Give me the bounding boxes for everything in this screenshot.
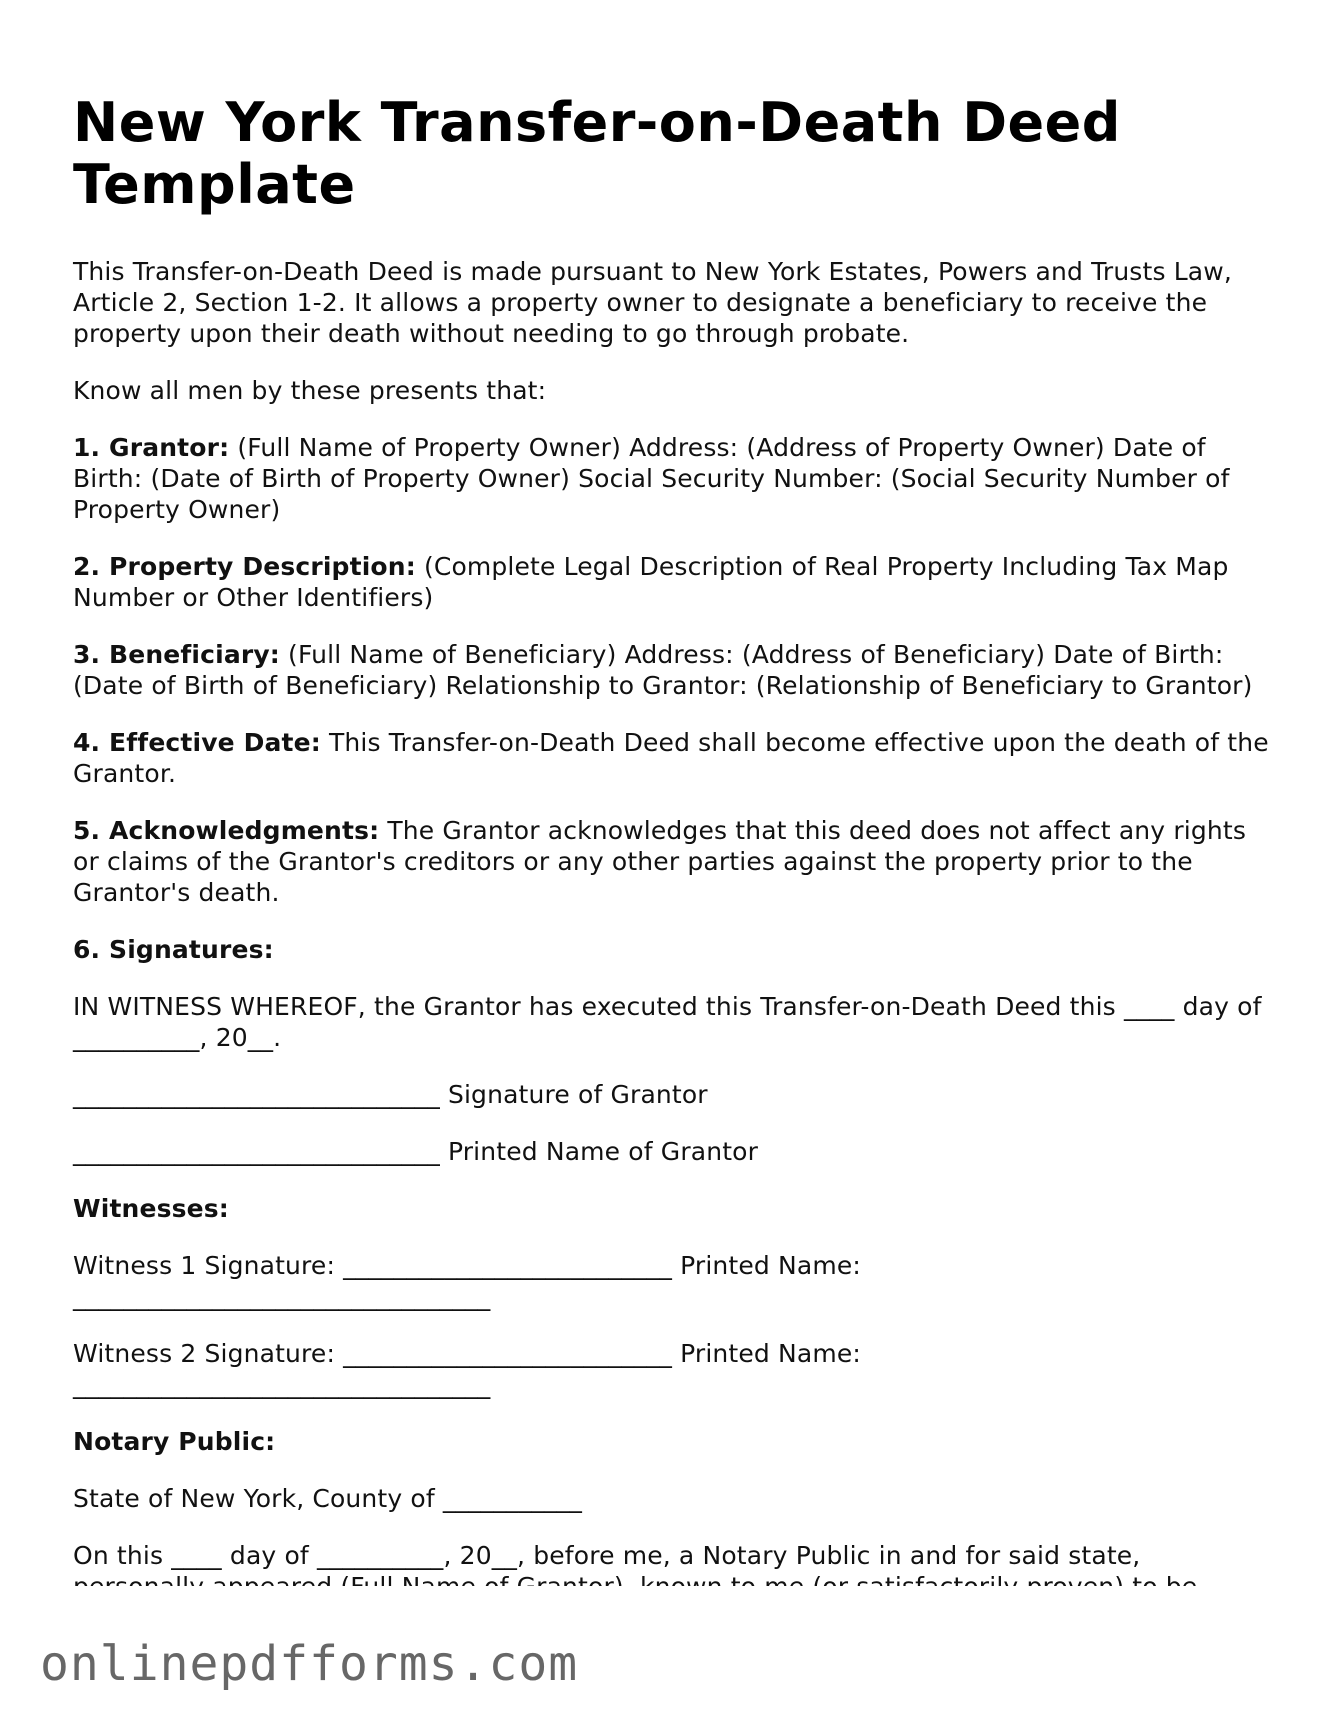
notary-state-line: State of New York, County of ___________	[73, 1484, 583, 1513]
document-title: New York Transfer-on-Death Deed Template	[73, 91, 1121, 216]
section-text: This Transfer-on-Death Deed shall become effective upon the death of the Grantor.	[73, 728, 1269, 788]
notary-paragraph: On this ____ day of __________, 20__, before me, a Notary Public in and for said state,	[73, 1541, 1141, 1570]
grantor-signature-line: _____________________________ Signature of Grantor	[73, 1080, 708, 1109]
section-acknowledgments	[73, 815, 1273, 908]
section-heading: 1. Grantor:	[73, 433, 230, 462]
section-beneficiary	[73, 639, 1273, 701]
section-heading: 6. Signatures:	[73, 935, 274, 964]
witness-1-line: Witness 1 Signature: __________________________ Printed Name: _________________________________	[73, 1251, 861, 1311]
section-text: (Complete Legal Description of Real Property Including Tax Map Number or Other Identifiers)	[73, 552, 1229, 612]
section-heading: 4. Effective Date:	[73, 728, 321, 757]
grantor-printed-name-line: _____________________________ Printed Name of Grantor	[73, 1137, 759, 1166]
section-heading: 3. Beneficiary:	[73, 640, 280, 669]
section-property-description	[73, 551, 1273, 613]
notary-heading: Notary Public:	[73, 1427, 276, 1456]
witnesses-heading: Witnesses:	[73, 1194, 229, 1223]
section-signatures	[73, 934, 1273, 965]
section-text: (Full Name of Beneficiary) Address: (Address of Beneficiary) Date of Birth: (Date of Birth of Beneficiary) Relationship to Grantor: (Relationship of Beneficiary to Grantor)	[73, 640, 1253, 700]
page-bottom-fade	[0, 1586, 1341, 1608]
witness-whereof-paragraph: IN WITNESS WHEREOF, the Grantor has executed this Transfer-on-Death Deed this ____ day of __________, 20__.	[73, 992, 1262, 1052]
section-text: The Grantor acknowledges that this deed does not affect any rights or claims of the Grantor's creditors or any other parties against the property prior to the Grantor's death.	[73, 816, 1246, 907]
section-effective-date	[73, 727, 1273, 789]
section-grantor	[73, 432, 1273, 525]
intro-paragraph: This Transfer-on-Death Deed is made pursuant to New York Estates, Powers and Trusts Law, Article 2, Section 1-2. It allows a property owner to designate a beneficiary to receive the property upon their death without needing to go through probate.	[73, 257, 1232, 348]
section-text: (Full Name of Property Owner) Address: (Address of Property Owner) Date of Birth: (Date of Birth of Property Owner) Social Security Number: (Social Security Number of Property Owner)	[73, 433, 1230, 524]
know-all-paragraph: Know all men by these presents that:	[73, 376, 547, 405]
document-page	[73, 92, 1273, 1628]
section-heading: 2. Property Description:	[73, 552, 416, 581]
witness-2-line: Witness 2 Signature: __________________________ Printed Name: _________________________________	[73, 1339, 861, 1399]
section-heading: 5. Acknowledgments:	[73, 816, 380, 845]
site-watermark: onlinepdfforms.com	[40, 1636, 579, 1692]
